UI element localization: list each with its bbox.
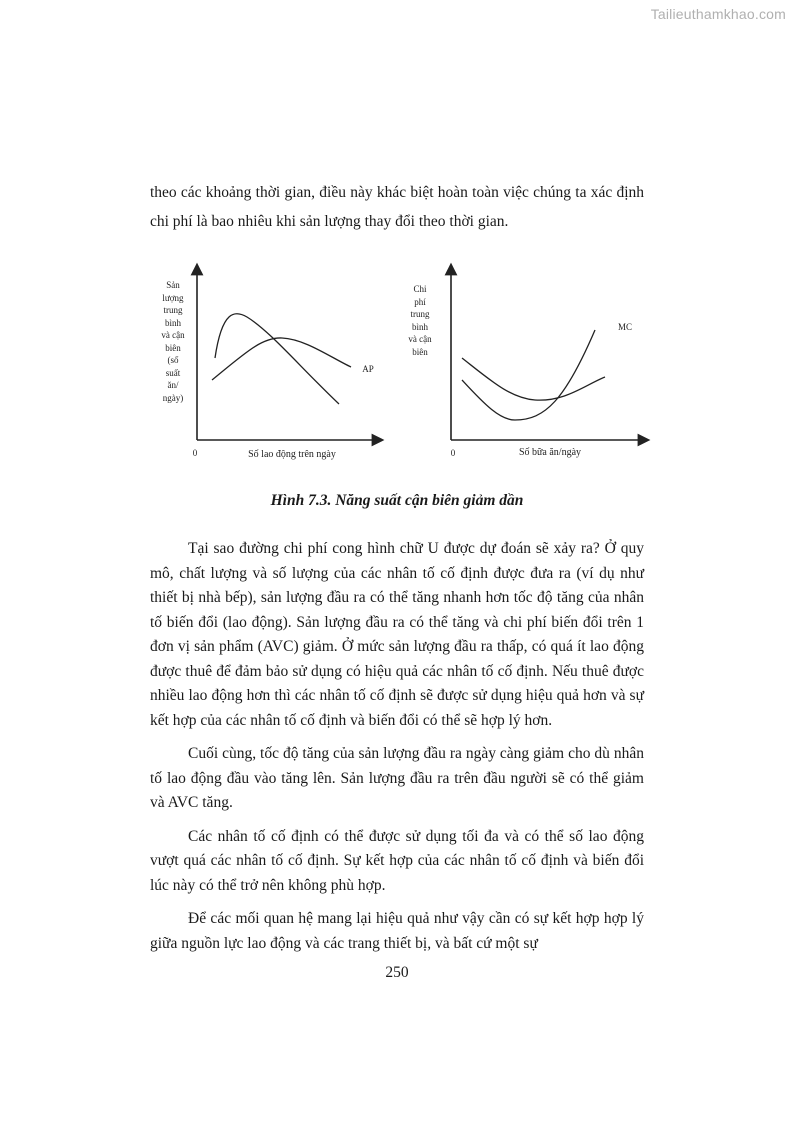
left-y-label-line: lượng — [162, 292, 184, 303]
ap-curve-label: AP — [362, 364, 374, 374]
left-y-label-line: Sản — [166, 280, 180, 290]
left-origin-label: 0 — [192, 448, 198, 458]
left-y-label-line: ăn/ — [167, 380, 179, 390]
right-x-label: Số bữa ăn/ngày — [518, 447, 582, 458]
right-y-label — [402, 283, 438, 358]
right-y-label-line: biên — [412, 346, 428, 357]
figure-caption: Hình 7.3. Năng suất cận biên giảm dần — [270, 492, 524, 509]
left-y-label-line: suất — [165, 367, 181, 378]
left-y-label-line: (số — [167, 355, 179, 365]
right-y-label-line: bình — [411, 321, 428, 332]
left-y-label-line: và cận — [161, 330, 185, 340]
right-avc-curve — [462, 358, 605, 400]
watermark: Tailieuthamkhao.com — [650, 6, 786, 22]
body-text — [150, 537, 644, 965]
paragraph: Tại sao đường chi phí cong hình chữ U được dự đoán sẽ xảy ra? Ở quy mô, chất lượng và số lượng của các nhân tố cố định được đưa ra (ví dụ như thiết bị nhà bếp), sản lượng đầu ra có thể tăng nhanh hơn tốc độ tăng của nhân tố biến đổi (lao động). Sản lượng đầu ra có thể tăng và chi phí biến đổi trên 1 đơn vị sản phẩm (AVC) giảm. Ở mức sản lượng đầu ra thấp, có quá ít lao động được thuê để đảm bảo sử dụng có hiệu quả các nhân tố cố định. Nếu thuê được nhiều lao động hơn thì các nhân tố cố định sẽ được sử dụng hiệu quả hơn và sự kết hợp của các nhân tố cố định và biến đổi có thể sẽ hợp lý hơn. — [150, 540, 644, 729]
paragraph: Cuối cùng, tốc độ tăng của sản lượng đầu ra ngày càng giảm cho dù nhân tố lao động đầu vào tăng lên. Sản lượng đầu ra trên đầu người sẽ có thể giảm và AVC tăng. — [150, 745, 644, 811]
right-y-label-line: và cận — [408, 334, 432, 344]
right-origin-label: 0 — [450, 448, 456, 458]
page-number: 250 — [385, 964, 409, 981]
right-y-label-line: phí — [414, 296, 426, 307]
mc-curve-label: MC — [617, 322, 632, 332]
paragraph: Các nhân tố cố định có thể được sử dụng tối đa và có thể số lao động vượt quá các nhân tố cố định. Sự kết hợp của các nhân tố cố định và biến đổi lúc này có thể trở nên không phù hợp. — [150, 827, 644, 894]
left-y-label-line: biên — [165, 342, 181, 353]
right-y-label-line: Chi — [413, 284, 427, 294]
intro-text: theo các khoảng thời gian, điều này khác biệt hoàn toàn việc chúng ta xác định chi phí là bao nhiêu khi sản lượng thay đổi theo thời gian. — [150, 184, 644, 230]
left-y-label-line: trung — [163, 305, 183, 315]
left-mp-curve — [215, 314, 339, 404]
left-x-label: Số lao động trên ngày — [248, 449, 336, 460]
paragraph: Để các mối quan hệ mang lại hiệu quả như vậy cần có sự kết hợp hợp lý giữa nguồn lực lao động và các trang thiết bị, và bất cứ một sự — [150, 910, 644, 952]
intro-paragraph — [150, 178, 644, 236]
right-y-label-line: trung — [410, 309, 430, 319]
left-y-label-line: ngày) — [162, 392, 184, 403]
figure-7-3 — [150, 255, 670, 470]
left-y-label — [155, 279, 191, 404]
left-ap-curve — [212, 338, 351, 380]
right-mc-curve — [462, 330, 595, 420]
left-y-label-line: bình — [164, 317, 181, 328]
